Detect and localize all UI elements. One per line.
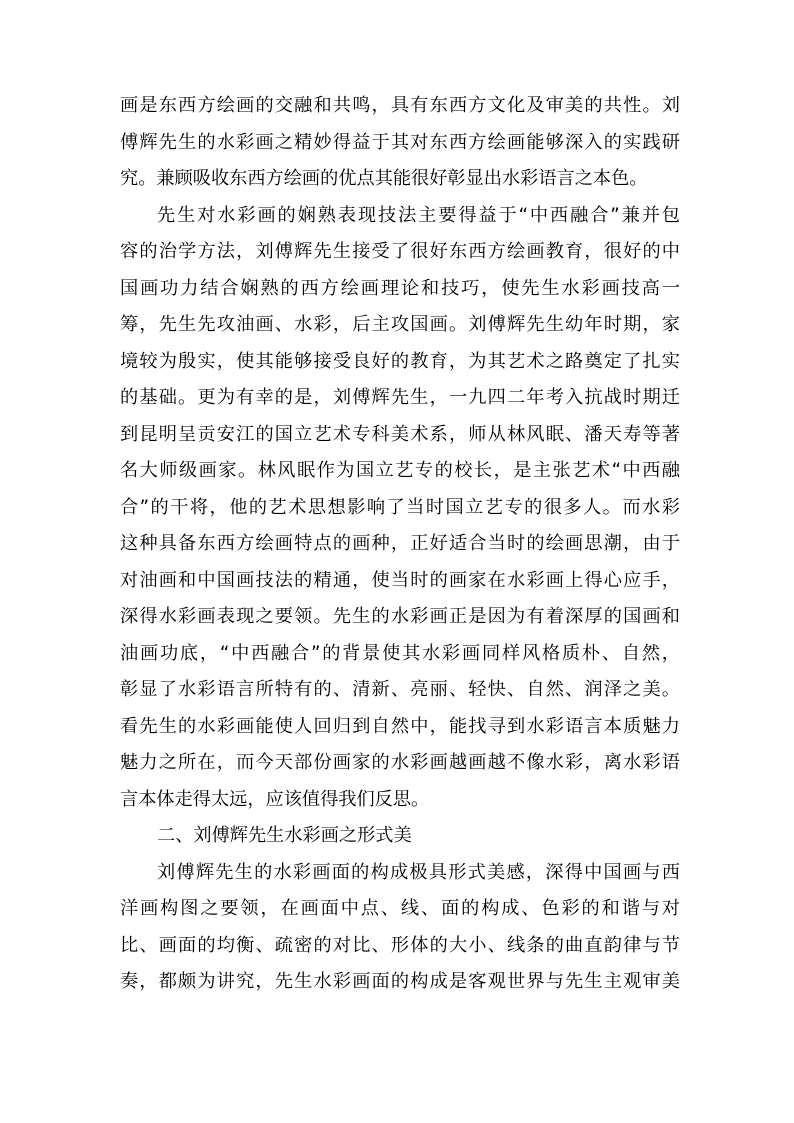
text-line: 对油画和中国画技法的精通，使当时的画家在水彩画上得心应手， [120,569,680,591]
text-line: 名大师级画家。林风眠作为国立艺专的校长，是主张艺术“中西融 [120,460,680,481]
text-line: 魅力之所在，而今天部份画家的水彩画越画越不像水彩，离水彩语 [120,752,680,773]
text-line: 容的治学方法，刘傅辉先生接受了很好东西方绘画教育，很好的中 [120,241,680,262]
body-text [120,88,680,1028]
text-line: 这种具备东西方绘画特点的画种，正好适合当时的绘画思潮，由于 [120,533,680,554]
text-line: 国画功力结合娴熟的西方绘画理论和技巧，使先生水彩画技高一 [120,277,680,299]
section-heading: 二、刘傅辉先生水彩画之形式美 [157,825,412,846]
text-line: 彰显了水彩语言所特有的、清新、亮丽、轻快、自然、润泽之美。 [120,679,680,700]
text-line: 境较为殷实，使其能够接受良好的教育，为其艺术之路奠定了扎实 [120,350,680,372]
text-line: 傅辉先生的水彩画之精妙得益于其对东西方绘画能够深入的实践研 [120,131,680,153]
text-line: 奏，都颇为讲究，先生水彩画面的构成是客观世界与先生主观审美 [120,971,680,992]
paragraph-first-line: 先生对水彩画的娴熟表现技法主要得益于“中西融合”兼并包 [157,204,680,226]
text-line: 究。兼顾吸收东西方绘画的优点其能很好彰显出水彩语言之本色。 [120,168,648,189]
text-line: 言本体走得太远，应该值得我们反思。 [120,788,430,810]
text-line: 比、画面的均衡、疏密的对比、形体的大小、线条的曲直韵律与节 [120,934,680,956]
text-line: 的基础。更为有幸的是，刘傅辉先生，一九四二年考入抗战时期迁 [120,387,680,408]
text-line: 到昆明呈贡安江的国立艺术专科美术系，师从林风眠、潘天寿等著 [120,423,680,445]
text-line: 看先生的水彩画能使人回归到自然中，能找寻到水彩语言本质魅力 [120,715,680,737]
text-line: 深得水彩画表现之要领。先生的水彩画正是因为有着深厚的国画和 [120,606,680,627]
text-line: 画是东西方绘画的交融和共鸣，具有东西方文化及审美的共性。刘 [120,95,680,116]
text-line: 筹，先生先攻油画、水彩，后主攻国画。刘傅辉先生幼年时期，家 [120,314,680,335]
text-line: 洋画构图之要领，在画面中点、线、面的构成、色彩的和谐与对 [120,898,680,919]
text-line: 油画功底，“中西融合”的背景使其水彩画同样风格质朴、自然， [120,642,680,664]
text-line: 合”的干将，他的艺术思想影响了当时国立艺专的很多人。而水彩 [120,496,680,518]
paragraph-first-line: 刘傅辉先生的水彩画面的构成极具形式美感，深得中国画与西 [157,861,680,883]
